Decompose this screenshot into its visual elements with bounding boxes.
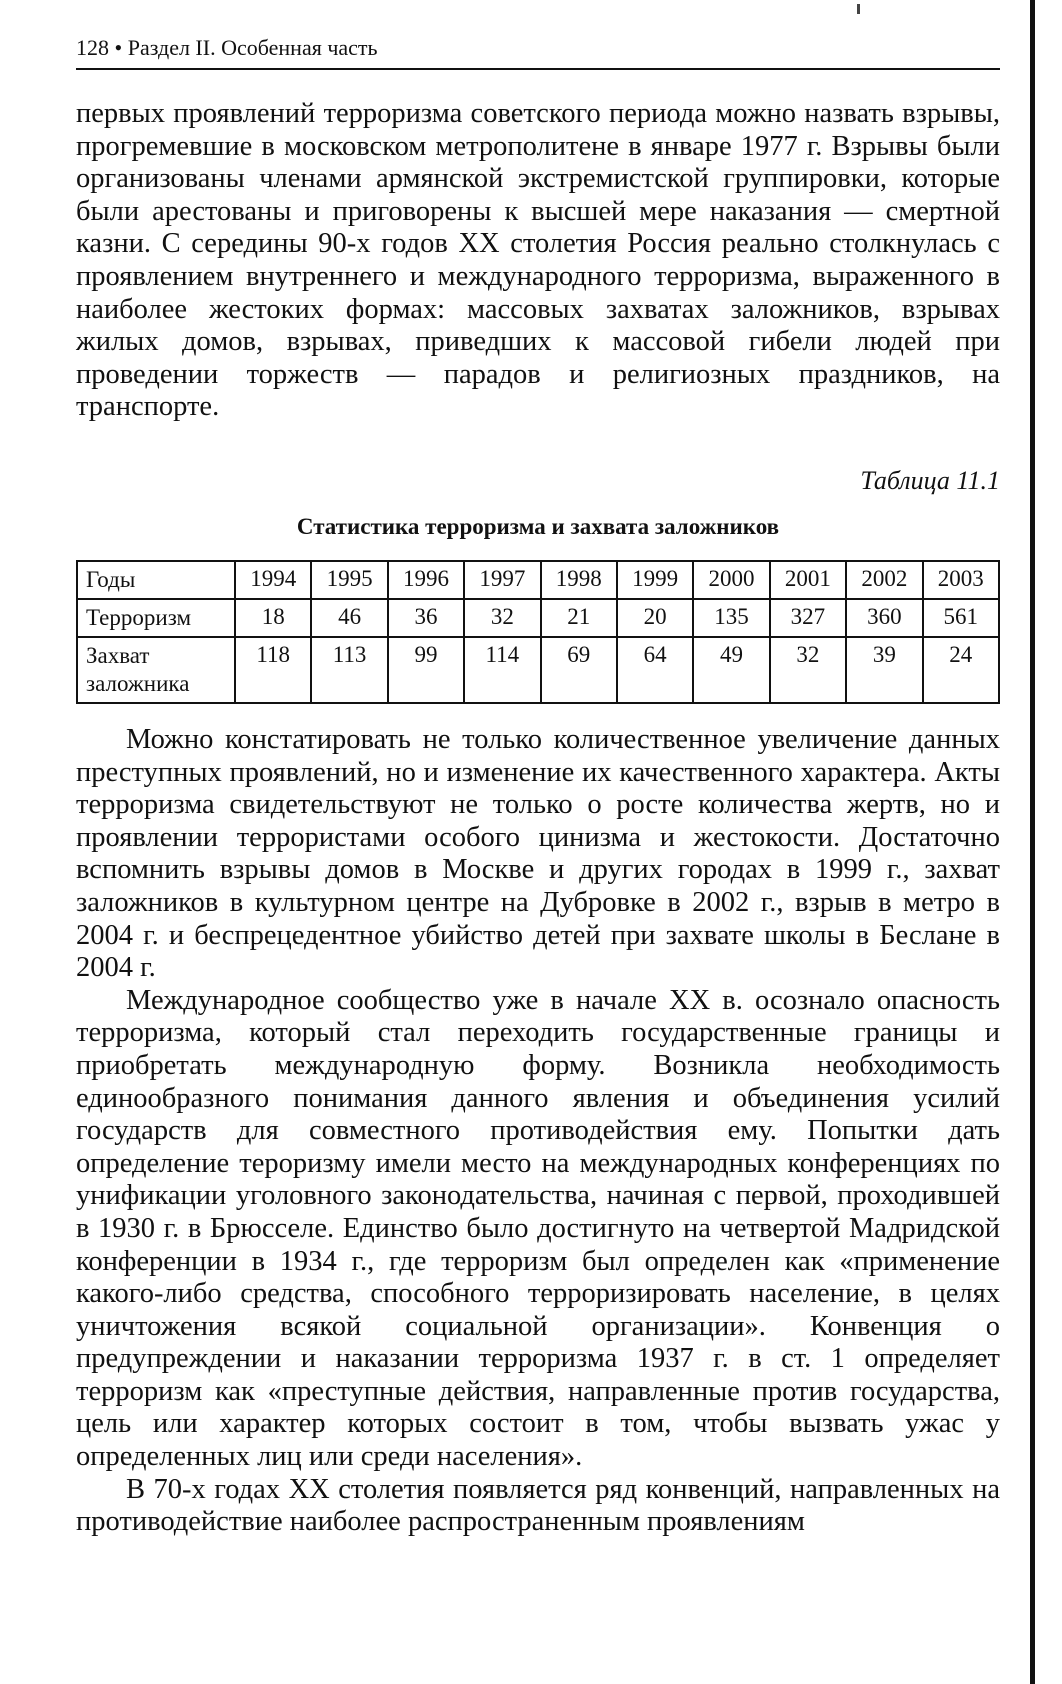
- value-cell: 69: [541, 637, 617, 703]
- value-cell: 18: [235, 599, 311, 637]
- year-cell: 1997: [464, 561, 540, 599]
- page-edge-rule: [1030, 0, 1035, 1684]
- value-cell: 49: [693, 637, 769, 703]
- year-cell: 2002: [846, 561, 922, 599]
- paragraph: В 70-х годах XX столетия появляется ряд конвенций, направленных на противодействие наиболее распространенным проявлениям: [76, 1473, 1000, 1538]
- table-row-hostage: [77, 637, 999, 703]
- value-cell: 360: [846, 599, 922, 637]
- value-cell: 46: [311, 599, 387, 637]
- year-cell: 2000: [693, 561, 769, 599]
- year-cell: 1996: [388, 561, 464, 599]
- paragraph: Международное сообщество уже в начале XX в. осознало опасность терроризма, который стал переходить государственные границы и приобретать международную форму. Возникла необходимость единообразного понимания данного явления и объединения усилий государств для совместного противодействия ему. Попытки дать определение тероризму имели место на международных конференциях по унификации уголовного законодательства, начиная с первой, проходившей в 1930 г. в Брюсселе. Единство было достигнуто на четвертой Мадридской конференции в 1934 г., где терроризм был определен как «применение какого-либо средства, способного терроризировать население, в целях уничтожения всякой социальной организации». Конвенция о предупреждении и наказании терроризма 1937 г. в ст. 1 определяет терроризм как «преступные действия, направленные против государства, цель или характер которых состоит в том, чтобы вызвать ужас у определенных лиц или среди населения».: [76, 984, 1000, 1473]
- value-cell: 118: [235, 637, 311, 703]
- year-cell: 1998: [541, 561, 617, 599]
- value-cell: 24: [923, 637, 999, 703]
- scan-mark: [857, 4, 860, 14]
- year-cell: 2003: [923, 561, 999, 599]
- value-cell: 39: [846, 637, 922, 703]
- value-cell: 135: [693, 599, 769, 637]
- running-header: 128 • Раздел II. Особенная часть: [76, 34, 1000, 70]
- header-label-cell: Годы: [77, 561, 235, 599]
- value-cell: 114: [464, 637, 540, 703]
- value-cell: 36: [388, 599, 464, 637]
- year-cell: 1994: [235, 561, 311, 599]
- table-header-row: [77, 561, 999, 599]
- text-lower: [76, 724, 1000, 1539]
- text-top: [76, 98, 1000, 424]
- row-label-cell: Захват заложника: [77, 637, 235, 703]
- value-cell: 64: [617, 637, 693, 703]
- value-cell: 20: [617, 599, 693, 637]
- value-cell: 561: [923, 599, 999, 637]
- row-label-cell: Терроризм: [77, 599, 235, 637]
- table-row-terrorism: [77, 599, 999, 637]
- paragraph: Можно констатировать не только количественное увеличение данных преступных проявлений, но и изменение их качественного характера. Акты терроризма свидетельствуют не только о росте количества жертв, но и проявлении террористами особого цинизма и жестокости. Достаточно вспомнить взрывы домов в Москве и других городах в 1999 г., захват заложников в культурном центре на Дубровке в 2002 г., взрыв в метро в 2004 г. и беспрецедентное убийство детей при захвате школы в Беслане в 2004 г.: [76, 724, 1000, 984]
- year-cell: 2001: [770, 561, 846, 599]
- value-cell: 113: [311, 637, 387, 703]
- table-title: Статистика терроризма и захвата заложников: [296, 514, 780, 539]
- table-label: Таблица 11.1: [860, 466, 1000, 495]
- value-cell: 327: [770, 599, 846, 637]
- year-cell: 1995: [311, 561, 387, 599]
- value-cell: 99: [388, 637, 464, 703]
- year-cell: 1999: [617, 561, 693, 599]
- stats-table: [76, 560, 1000, 704]
- value-cell: 32: [770, 637, 846, 703]
- paragraph-top: первых проявлений терроризма советского периода можно назвать взрывы, прогремевшие в московском метрополитене в январе 1977 г. Взрывы были организованы членами армянской экстремистской группировки, которые были арестованы и приговорены к высшей мере наказания — смертной казни. С середины 90-х годов XX столетия Россия реально столкнулась с проявлением внутреннего и международного терроризма, выраженного в наиболее жестоких формах: массовых захватах заложников, взрывах жилых домов, взрывах, приведших к массовой гибели людей при проведении торжеств — парадов и религиозных праздников, на транспорте.: [76, 98, 1000, 423]
- value-cell: 32: [464, 599, 540, 637]
- value-cell: 21: [541, 599, 617, 637]
